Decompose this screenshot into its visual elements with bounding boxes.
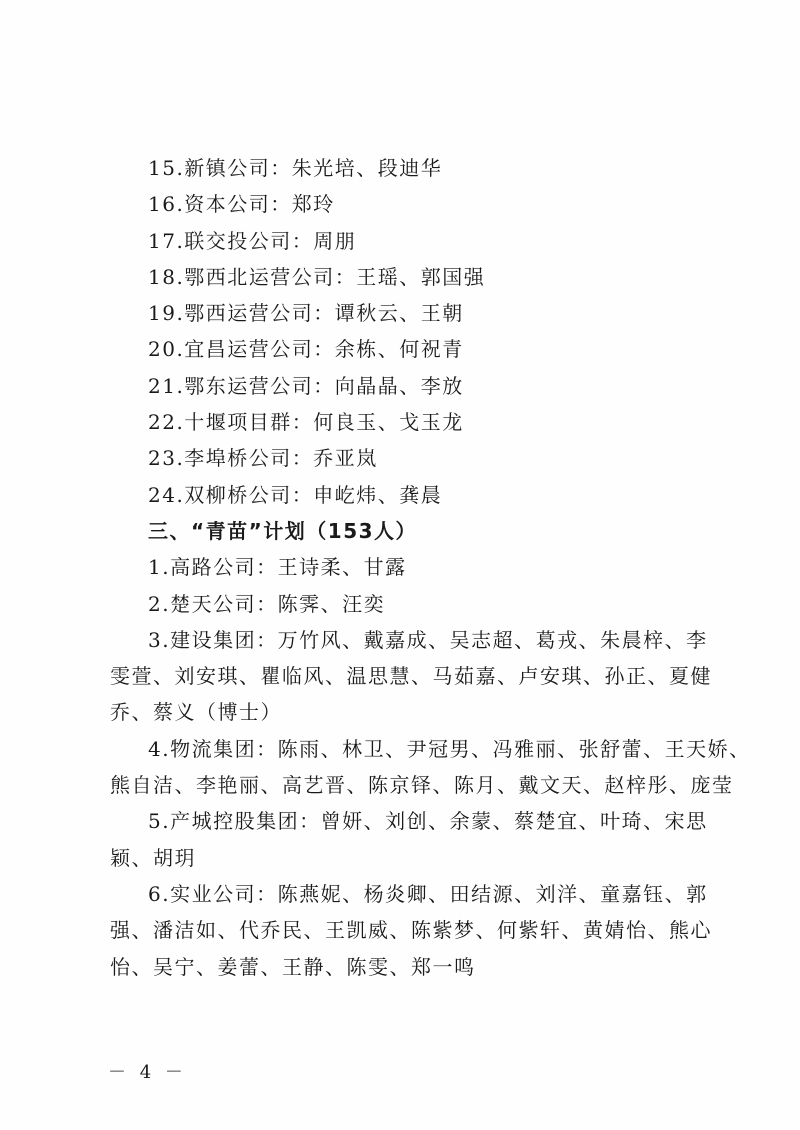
text-line: 颖、胡玥 bbox=[110, 845, 196, 870]
text-line: 19.鄂西运营公司：谭秋云、王朝 bbox=[148, 301, 464, 326]
page-number: － 4 － bbox=[108, 1062, 187, 1083]
text-line: 6.实业公司：陈燕妮、杨炎卿、田结源、刘洋、童嘉钰、郭 bbox=[148, 881, 708, 906]
document-body bbox=[110, 150, 751, 985]
text-line: 熊自洁、李艳丽、高艺晋、陈京铎、陈月、戴文天、赵梓彤、庞莹 bbox=[110, 773, 734, 798]
text-line: 21.鄂东运营公司：向晶晶、李放 bbox=[148, 373, 464, 398]
text-line: 22.十堰项目群：何良玉、戈玉龙 bbox=[148, 410, 464, 435]
text-line: 15.新镇公司：朱光培、段迪华 bbox=[148, 156, 443, 180]
text-line: 23.李埠桥公司：乔亚岚 bbox=[148, 446, 378, 471]
text-line: 怡、吴宁、姜蕾、王静、陈雯、郑一鸣 bbox=[110, 954, 476, 979]
text-line: 1.高路公司：王诗柔、甘露 bbox=[148, 555, 407, 580]
text-line: 雯萱、刘安琪、瞿临风、温思慧、马茹嘉、卢安琪、孙正、夏健 bbox=[110, 664, 712, 689]
text-line: 2.楚天公司：陈霁、汪奕 bbox=[148, 591, 386, 616]
text-line: 20.宜昌运营公司：余栋、何祝青 bbox=[148, 337, 464, 362]
text-line: 18.鄂西北运营公司：王瑶、郭国强 bbox=[148, 264, 486, 289]
text-line: 17.联交投公司：周朋 bbox=[148, 228, 357, 253]
text-line: 强、潘洁如、代乔民、王凯威、陈紫梦、何紫轩、黄婧怡、熊心 bbox=[110, 918, 712, 943]
text-line: 4.物流集团：陈雨、林卫、尹冠男、冯雅丽、张舒蕾、王天娇、 bbox=[148, 736, 751, 761]
text-line: 3.建设集团：万竹风、戴嘉成、吴志超、葛戎、朱晨梓、李 bbox=[148, 627, 708, 652]
text-line: 24.双柳桥公司：申屹炜、龚晨 bbox=[148, 482, 443, 507]
text-line: 16.资本公司：郑玲 bbox=[148, 192, 335, 217]
section-heading: 三、“青苗”计划（153人） bbox=[148, 518, 418, 543]
text-line: 5.产城控股集团：曾妍、刘创、余蒙、蔡楚宜、叶琦、宋思 bbox=[148, 809, 708, 834]
text-line: 乔、蔡义（博士） bbox=[110, 700, 282, 725]
